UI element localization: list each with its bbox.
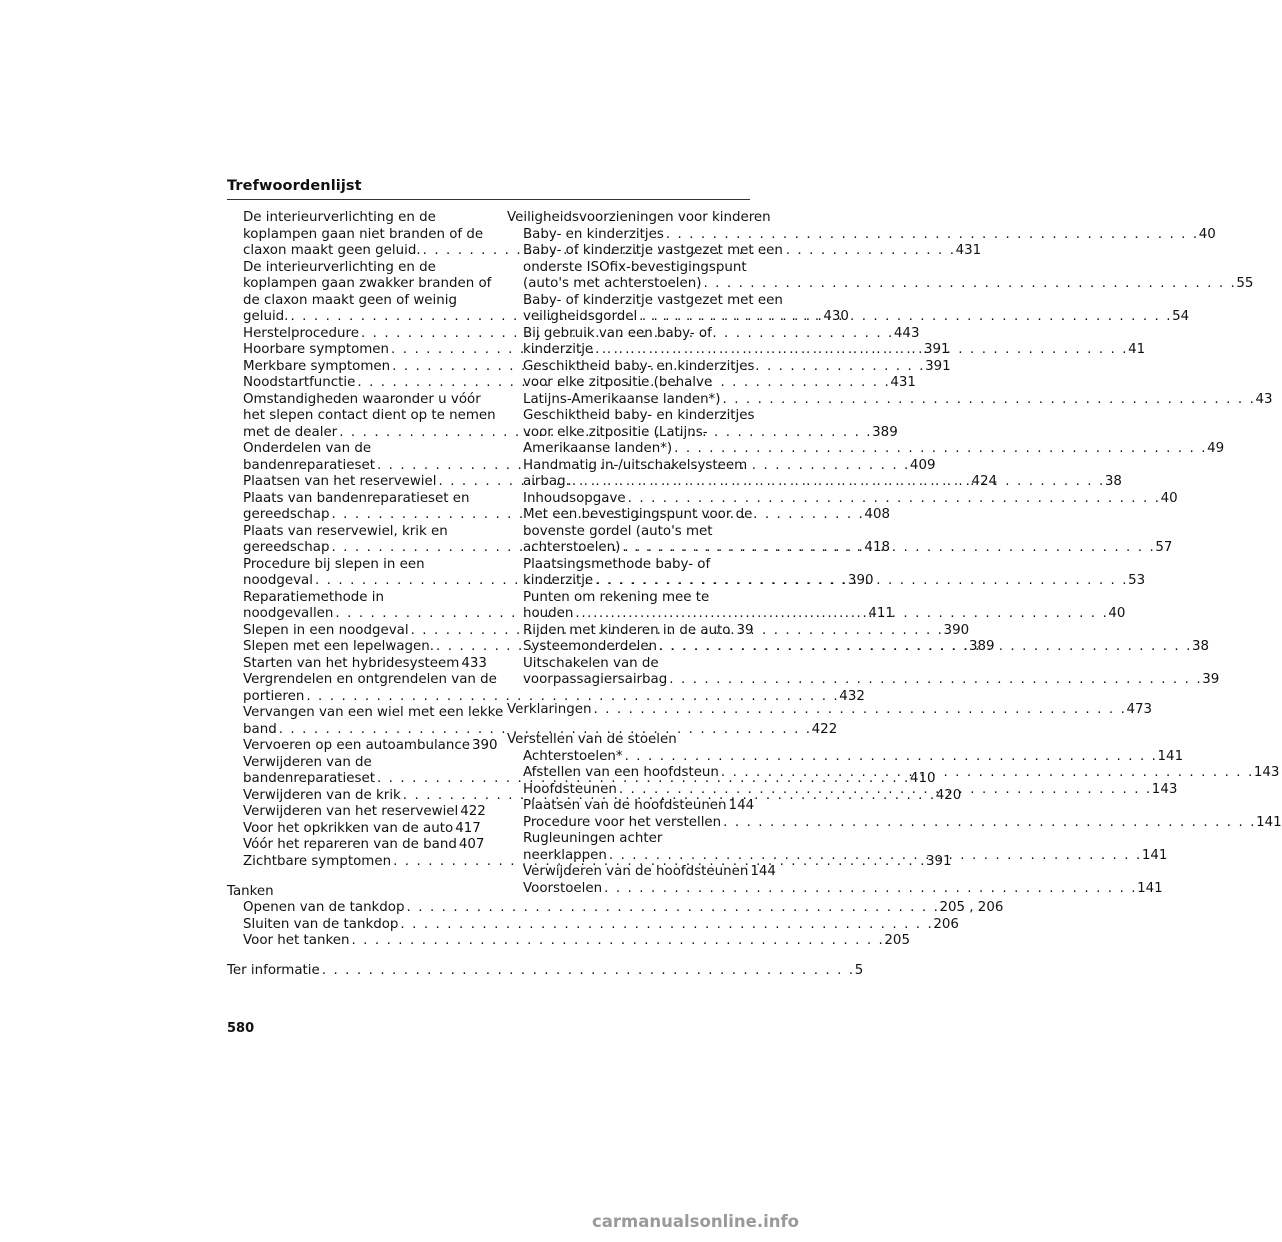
index-entry [507, 507, 752, 524]
dot-leader [593, 342, 1128, 359]
index-entry [507, 276, 1254, 293]
entry-text: Plaats van bandenreparatieset en [243, 490, 470, 506]
entry-text: Plaatsen van het reservewiel [243, 474, 437, 489]
dot-leader [623, 749, 1158, 766]
entry-page-number: 205 [884, 933, 910, 948]
dot-leader [591, 702, 1126, 719]
entry-page-number: 389 [968, 639, 995, 654]
index-entry [227, 738, 498, 755]
entry-text: geluid. [243, 309, 289, 324]
entry-page-number: 431 [955, 243, 982, 258]
entry-page-number: 391 [925, 358, 951, 374]
dot-leader [607, 848, 1142, 865]
index-entry [507, 441, 1225, 458]
entry-text: Slepen met een lepelwagen. [243, 639, 435, 654]
entry-text: Baby- of kinderzitje vastgezet met een [523, 292, 783, 308]
index-entry [507, 831, 752, 848]
entry-page-number: 432 [839, 688, 865, 704]
dot-leader [405, 900, 940, 917]
dot-leader [664, 227, 1199, 244]
entry-page-number: 389 [872, 424, 898, 440]
index-entry [507, 814, 1282, 832]
entry-text: Met een bevestigingspunt voor de [523, 507, 753, 522]
entry-page-number: 418 [864, 540, 890, 555]
index-entry [507, 524, 752, 541]
entry-text: Punten om rekening mee te [523, 589, 710, 605]
entry-text: Veiligheidsvoorzieningen voor kinderen [507, 210, 771, 225]
entry-text: Verwijderen van de [243, 754, 372, 770]
entry-text: Verklaringen [507, 702, 592, 717]
entry-text: Voor het tanken [243, 933, 350, 948]
entry-page-number: 144 [750, 864, 776, 879]
index-entry [507, 490, 1178, 508]
index-heading [507, 732, 752, 749]
index-entry [227, 293, 472, 310]
entry-text: Verstellen van de stoelen [507, 732, 677, 747]
entry-page-number: 38 [1192, 639, 1210, 654]
entry-text: Baby- of kinderzitje vastgezet met een [523, 243, 783, 258]
index-entry [507, 864, 776, 881]
entry-spacer [227, 950, 472, 964]
entry-page-number: 141 [1137, 880, 1163, 896]
entry-page-number: 391 [926, 853, 952, 869]
index-entry [227, 655, 487, 673]
entry-spacer [507, 689, 752, 703]
entry-spacer [507, 719, 752, 733]
dot-leader [720, 392, 1255, 409]
dot-leader [602, 881, 1137, 898]
index-entry [227, 491, 472, 508]
entry-text: Vervangen van een wiel met een lekke [243, 705, 504, 720]
index-entry [507, 557, 752, 574]
entry-page-number: 433 [461, 655, 487, 671]
entry-text: achterstoelen) [523, 540, 621, 555]
index-entry [507, 590, 752, 607]
entry-text: Verwijderen van de hoofdsteunen [523, 864, 749, 879]
index-entry [227, 705, 504, 722]
entry-text: Hoorbare symptomen [243, 342, 390, 357]
dot-leader [657, 639, 1192, 656]
entry-text: Herstelprocedure [243, 325, 359, 341]
index-entry [227, 524, 472, 541]
dot-leader [719, 765, 1254, 782]
entry-page-number: 41 [1128, 342, 1146, 357]
entry-text: bandenreparatieset [243, 771, 375, 786]
entry-page-number: 206 [933, 916, 959, 932]
index-entry [227, 933, 910, 950]
entry-text: Sluiten van de tankdop [243, 916, 399, 932]
index-entry [507, 748, 1184, 766]
entry-text: voor elke zitpositie (behalve [523, 375, 713, 390]
dot-leader [701, 276, 1236, 293]
entry-text: Latijns-Amerikaanse landen*) [523, 391, 721, 407]
entry-text: Systeemonderdelen [523, 639, 658, 654]
entry-text: onderste ISOfix-bevestigingspunt [523, 259, 747, 275]
entry-text: Plaatsen van de hoofdsteunen [523, 798, 727, 813]
entry-text: Voor het opkrikken van de auto [243, 820, 454, 836]
entry-page-number: 391 [923, 342, 950, 357]
entry-text: Reparatiemethode in [243, 589, 384, 605]
entry-text: Plaatsingsmethode baby- of [523, 556, 711, 572]
index-entry [227, 688, 865, 706]
index-entry [227, 837, 485, 854]
entry-text: Starten van het hybridesysteem [243, 655, 460, 671]
index-heading [507, 702, 1152, 719]
entry-text: Noodstartfunctie [243, 375, 356, 390]
index-entry [227, 721, 838, 739]
index-entry [507, 243, 783, 260]
entry-page-number: 5 [854, 963, 864, 978]
index-entry [227, 276, 492, 293]
entry-text: Inhoudsopgave [523, 490, 626, 506]
dot-leader [349, 933, 884, 950]
dot-leader [620, 540, 1155, 557]
dot-leader [398, 917, 933, 934]
entry-page-number: 141 [1157, 748, 1184, 764]
entry-text: bandenreparatieset [243, 457, 375, 473]
entry-text: koplampen gaan niet branden of de [243, 226, 484, 242]
entry-text: Procedure voor het verstellen [523, 814, 722, 830]
entry-text: Rijden met kinderen in de auto. [523, 622, 735, 638]
entry-text: Handmatig in-/uitschakelsysteem [523, 457, 748, 473]
index-entry [507, 623, 752, 640]
entry-text: Vervoeren op een autoambulance [243, 738, 470, 753]
index-entry [507, 458, 752, 475]
entry-text: Plaats van reservewiel, krik en [243, 523, 448, 539]
index-entry [227, 260, 472, 277]
entry-text: veiligheidsgordel [523, 309, 638, 324]
index-entry [507, 656, 752, 673]
entry-text: koplampen gaan zwakker branden of [243, 276, 492, 291]
index-entry [227, 441, 472, 458]
entry-text: voorpassagiersairbag [523, 672, 668, 687]
dot-leader [637, 309, 1172, 326]
index-heading [227, 884, 472, 901]
dot-leader [672, 441, 1207, 458]
entry-text: gereedschap [243, 507, 330, 522]
dot-leader [721, 815, 1256, 832]
entry-page-number: 390 [471, 738, 498, 753]
header-divider [227, 199, 750, 200]
entry-text: bovenste gordel (auto's met [523, 523, 713, 539]
entry-text: Onderdelen van de [243, 441, 372, 456]
entry-text: Amerikaanse landen*) [523, 441, 673, 456]
index-entry [227, 820, 481, 838]
entry-page-number: 205 , 206 [939, 900, 1004, 915]
entry-page-number: 57 [1155, 540, 1173, 555]
entry-page-number: 40 [1198, 226, 1216, 242]
dot-leader [320, 963, 855, 980]
index-entry [507, 292, 783, 310]
entry-text: Uitschakelen van de [523, 655, 659, 671]
entry-page-number: 55 [1236, 276, 1254, 291]
entry-text: (auto's met achterstoelen) [523, 276, 702, 291]
index-entry [227, 590, 472, 607]
entry-page-number: 141 [1141, 847, 1168, 863]
entry-page-number: 409 [909, 457, 936, 473]
entry-text: Merkbare symptomen [243, 358, 391, 374]
entry-text: voor elke zitpositie (Latijns- [523, 424, 708, 440]
index-entry [227, 557, 472, 574]
dot-leader [573, 606, 1108, 623]
entry-page-number: 49 [1207, 441, 1225, 456]
index-entry [227, 226, 484, 244]
entry-text: Verwijderen van het reservewiel [243, 804, 459, 819]
entry-text: airbag. [523, 474, 570, 489]
entry-page-number: 411 [868, 606, 894, 621]
index-entry [507, 880, 1163, 898]
entry-text: noodgeval [243, 573, 313, 588]
dot-leader [593, 573, 1128, 590]
entry-page-number: 422 [811, 721, 838, 737]
dot-leader [626, 491, 1161, 508]
dot-leader [570, 474, 1105, 491]
entry-page-number: 39 [736, 622, 754, 638]
dot-leader [617, 782, 1152, 799]
entry-text: Tanken [227, 883, 274, 899]
entry-page-number: 420 [935, 787, 962, 803]
index-entry [507, 425, 752, 442]
entry-text: De interieurverlichting en de [243, 210, 436, 225]
index-entry [507, 672, 1220, 689]
entry-text: Vóór het repareren van de band [243, 837, 457, 852]
page-number: 580 [227, 1021, 255, 1036]
index-entry [227, 210, 472, 227]
entry-text: Slepen in een noodgeval [243, 622, 409, 638]
entry-page-number: 430 [823, 309, 849, 324]
entry-text: portieren [243, 688, 305, 704]
entry-text: de claxon maakt geen of weinig [243, 292, 457, 308]
index-heading [507, 210, 771, 227]
index-entry [227, 408, 496, 425]
entry-page-number: 422 [460, 804, 486, 819]
entry-text: Rugleuningen achter [523, 831, 663, 846]
entry-text: Hoofdsteunen [523, 781, 617, 797]
index-entry [507, 408, 755, 425]
entry-text: het slepen contact dient op te nemen [243, 408, 496, 423]
entry-text: Openen van de tankdop [243, 900, 405, 915]
entry-page-number: 443 [893, 325, 920, 341]
index-entry [507, 798, 755, 815]
entry-text: band [243, 721, 277, 737]
page-title: Trefwoordenlijst [227, 178, 362, 194]
entry-text: Geschiktheid baby- en kinderzitjes [523, 358, 755, 374]
index-entry [227, 391, 481, 409]
entry-spacer [227, 870, 472, 884]
index-entry [227, 900, 1004, 917]
entry-page-number: 38 [1104, 474, 1122, 489]
entry-page-number: 53 [1128, 573, 1146, 588]
index-entry [507, 226, 1216, 244]
entry-text: neerklappen [523, 847, 607, 863]
entry-page-number: 431 [890, 375, 916, 390]
entry-text: Achterstoelen* [523, 748, 623, 764]
entry-text: Zichtbare symptomen [243, 853, 392, 869]
entry-text: Geschiktheid baby- en kinderzitjes [523, 408, 755, 423]
entry-text: houden [523, 606, 574, 621]
entry-text: Verwijderen van de krik [243, 787, 401, 803]
index-entry [507, 391, 1273, 409]
entry-page-number: 39 [1202, 672, 1220, 687]
entry-page-number: 410 [909, 771, 936, 786]
dot-leader [667, 672, 1202, 689]
index-entry [507, 358, 755, 376]
entry-page-number: 424 [971, 474, 997, 489]
entry-text: claxon maakt geen geluid. [243, 243, 421, 258]
entry-page-number: 40 [1108, 606, 1126, 621]
index-entry [507, 326, 752, 343]
index-entry [227, 804, 486, 821]
entry-text: Baby- en kinderzitjes [523, 226, 664, 242]
watermark-text: carmanualsonline.info [592, 1212, 799, 1231]
entry-text: kinderzitje [523, 342, 594, 357]
entry-text: gereedschap [243, 540, 330, 555]
entry-page-number: 143 [1253, 765, 1280, 780]
entry-text: Procedure bij slepen in een [243, 556, 425, 572]
entry-page-number: 143 [1151, 781, 1178, 797]
entry-page-number: 407 [458, 837, 485, 852]
entry-text: Ter informatie [227, 963, 320, 978]
entry-page-number: 43 [1255, 391, 1273, 407]
entry-text: Bij gebruik van een baby- of [523, 325, 712, 341]
entry-page-number: 54 [1172, 309, 1190, 324]
entry-text: De interieurverlichting en de [243, 259, 436, 275]
index-entry [227, 672, 497, 689]
index-entry [227, 916, 959, 934]
entry-text: met de dealer [243, 424, 338, 440]
index-entry [227, 755, 472, 772]
entry-text: kinderzitje [523, 573, 594, 588]
entry-page-number: 390 [847, 573, 874, 588]
entry-text: noodgevallen [243, 606, 334, 621]
entry-page-number: 40 [1160, 490, 1178, 506]
entry-text: Vergrendelen en ontgrendelen van de [243, 672, 497, 687]
index-entry [507, 260, 752, 277]
entry-page-number: 408 [864, 507, 890, 522]
entry-text: Omstandigheden waaronder u vóór [243, 391, 481, 407]
entry-page-number: 473 [1126, 702, 1152, 717]
entry-page-number: 141 [1256, 814, 1282, 830]
entry-text: Voorstoelen [523, 880, 603, 896]
index-entry [507, 375, 752, 392]
entry-page-number: 417 [455, 820, 481, 836]
entry-page-number: 390 [943, 622, 970, 638]
index-heading [227, 963, 864, 980]
entry-page-number: 144 [728, 798, 755, 813]
entry-text: Afstellen van een hoofdsteun [523, 765, 719, 780]
